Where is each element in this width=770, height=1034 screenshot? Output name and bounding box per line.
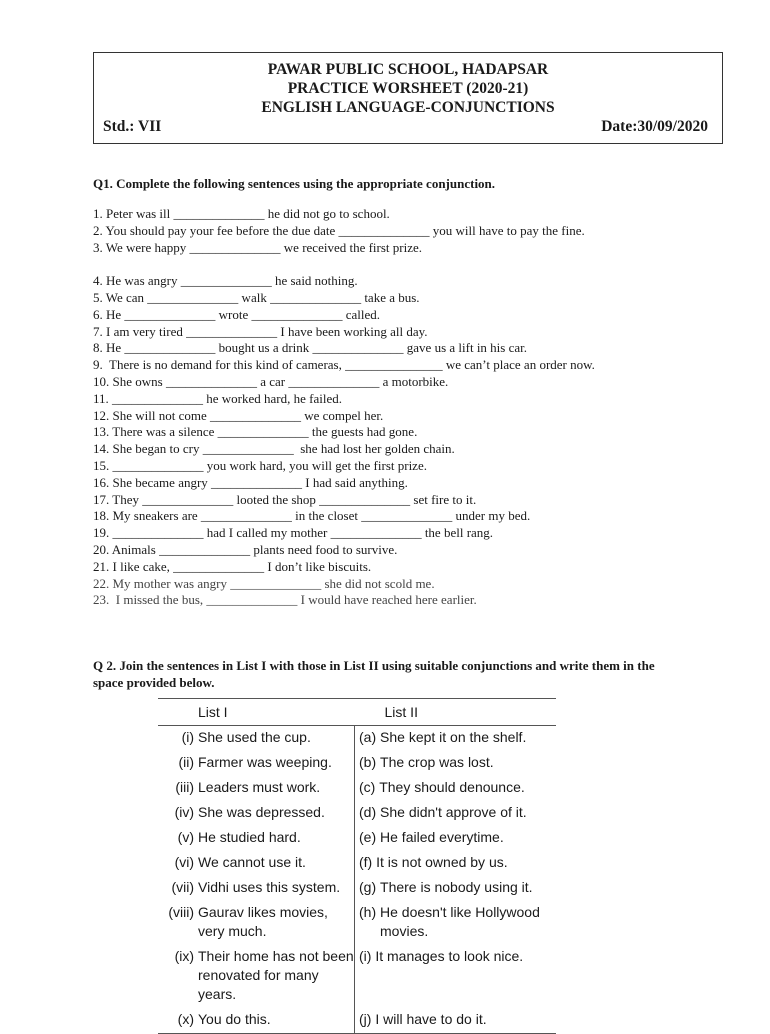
subject-title: ENGLISH LANGUAGE-CONJUNCTIONS xyxy=(261,99,555,116)
list2-header: List II xyxy=(355,699,557,726)
worksheet-title: PRACTICE WORSHEET (2020-21) xyxy=(287,80,529,97)
sentence-item: 2. You should pay your fee before the due date ______________ you will have to pay the fine. xyxy=(93,222,585,238)
table-row xyxy=(158,945,556,1008)
list1-number: (vi) xyxy=(174,854,194,870)
table-row xyxy=(158,751,556,776)
list2-sentence: He doesn't like Hollywood movies. xyxy=(380,904,540,939)
list1-sentence: She was depressed. xyxy=(198,804,325,820)
table-row xyxy=(158,776,556,801)
sentence-item: 17. They ______________ looted the shop ______________ set fire to it. xyxy=(93,491,477,507)
list1-sentence: Gaurav likes movies, very much. xyxy=(198,904,328,939)
sentence-item: 13. There was a silence ______________ the guests had gone. xyxy=(93,424,418,440)
q1-title: Q1. Complete the following sentences using the appropriate conjunction. xyxy=(93,176,496,191)
list1-number: (ix) xyxy=(174,948,194,964)
sentence-item: 11. ______________ he worked hard, he failed. xyxy=(93,390,342,406)
list1-sentence: Vidhi uses this system. xyxy=(198,879,341,895)
list1-sentence: Their home has not been renovated for many years. xyxy=(198,948,354,1002)
table-row xyxy=(158,801,556,826)
q1-sentence-list xyxy=(93,206,663,609)
sentence-item: 19. ______________ had I called my mother ______________ the bell rang. xyxy=(93,525,494,541)
worksheet-header xyxy=(93,52,723,144)
sentence-item: 5. We can ______________ walk ______________ take a bus. xyxy=(93,289,420,305)
list1-sentence: We cannot use it. xyxy=(198,854,306,870)
list2-letter: (i) xyxy=(359,948,372,964)
sentence-item: 21. I like cake, ______________ I don’t like biscuits. xyxy=(93,558,372,574)
list2-sentence: I will have to do it. xyxy=(375,1011,487,1027)
list1-number: (vii) xyxy=(171,879,194,895)
sentence-item: 7. I am very tired ______________ I have been working all day. xyxy=(93,323,428,339)
sentence-item: 14. She began to cry ______________ she had lost her golden chain. xyxy=(93,441,455,457)
sentence-item: 6. He ______________ wrote ______________ called. xyxy=(93,306,381,322)
list2-sentence: She kept it on the shelf. xyxy=(380,729,527,745)
list1-number: (iv) xyxy=(174,804,194,820)
sentence-item: 1. Peter was ill ______________ he did not go to school. xyxy=(93,206,390,221)
list2-letter: (j) xyxy=(359,1011,372,1027)
list2-sentence: The crop was lost. xyxy=(380,754,494,770)
list2-letter: (b) xyxy=(359,754,377,770)
sentence-item: 18. My sneakers are ______________ in the closet ______________ under my bed. xyxy=(93,508,531,524)
table-row xyxy=(158,1008,556,1034)
sentence-item: 9. There is no demand for this kind of cameras, _______________ we can’t place an order now. xyxy=(93,357,595,373)
table-row xyxy=(158,901,556,945)
list1-sentence: Farmer was weeping. xyxy=(198,754,332,770)
list2-sentence: It is not owned by us. xyxy=(376,854,508,870)
list2-letter: (e) xyxy=(359,829,377,845)
sentence-item: 3. We were happy ______________ we received the first prize. xyxy=(93,239,423,255)
list1-number: (i) xyxy=(181,729,194,745)
list2-letter: (a) xyxy=(359,729,377,745)
table-row xyxy=(158,851,556,876)
list1-number: (ii) xyxy=(178,754,194,770)
sentence-item: 15. ______________ you work hard, you will get the first prize. xyxy=(93,457,427,473)
standard-label: Std.: VII xyxy=(103,118,162,135)
sentence-item: 20. Animals ______________ plants need food to survive. xyxy=(93,541,398,557)
sentence-item: 23. I missed the bus, ______________ I would have reached here earlier. xyxy=(93,592,477,608)
sentence-item: 8. He ______________ bought us a drink ______________ gave us a lift in his car. xyxy=(93,340,528,356)
list1-header: List I xyxy=(158,699,355,726)
sentence-item: 12. She will not come ______________ we compel her. xyxy=(93,407,384,423)
list1-sentence: He studied hard. xyxy=(198,829,301,845)
list2-sentence: It manages to look nice. xyxy=(375,948,524,964)
list2-sentence: They should denounce. xyxy=(379,779,525,795)
list2-letter: (f) xyxy=(359,854,373,870)
sentence-item: 16. She became angry ______________ I had said anything. xyxy=(93,474,408,490)
list1-sentence: You do this. xyxy=(198,1011,271,1027)
list1-sentence: Leaders must work. xyxy=(198,779,321,795)
list2-sentence: She didn't approve of it. xyxy=(380,804,527,820)
sentence-item: 4. He was angry ______________ he said nothing. xyxy=(93,273,358,289)
school-name: PAWAR PUBLIC SCHOOL, HADAPSAR xyxy=(267,61,549,78)
list1-sentence: She used the cup. xyxy=(198,729,311,745)
list2-sentence: He failed everytime. xyxy=(380,829,504,845)
match-lists-table xyxy=(158,698,556,1034)
table-row xyxy=(158,826,556,851)
table-row xyxy=(158,726,556,752)
sentence-item: 22. My mother was angry ______________ she did not scold me. xyxy=(93,575,435,591)
list1-number: (iii) xyxy=(175,779,194,795)
list2-letter: (d) xyxy=(359,804,377,820)
list2-sentence: There is nobody using it. xyxy=(380,879,533,895)
list1-number: (viii) xyxy=(168,904,194,920)
table-row xyxy=(158,876,556,901)
list1-number: (v) xyxy=(177,829,194,845)
list2-letter: (g) xyxy=(359,879,377,895)
list2-letter: (c) xyxy=(359,779,376,795)
list2-letter: (h) xyxy=(359,904,377,920)
sentence-item: 10. She owns ______________ a car ______________ a motorbike. xyxy=(93,373,449,389)
list1-number: (x) xyxy=(177,1011,194,1027)
q2-title: Q 2. Join the sentences in List I with those in List II using suitable conjunctions and write them in the space provided below. xyxy=(93,658,655,690)
date-label: Date:30/09/2020 xyxy=(601,118,708,135)
